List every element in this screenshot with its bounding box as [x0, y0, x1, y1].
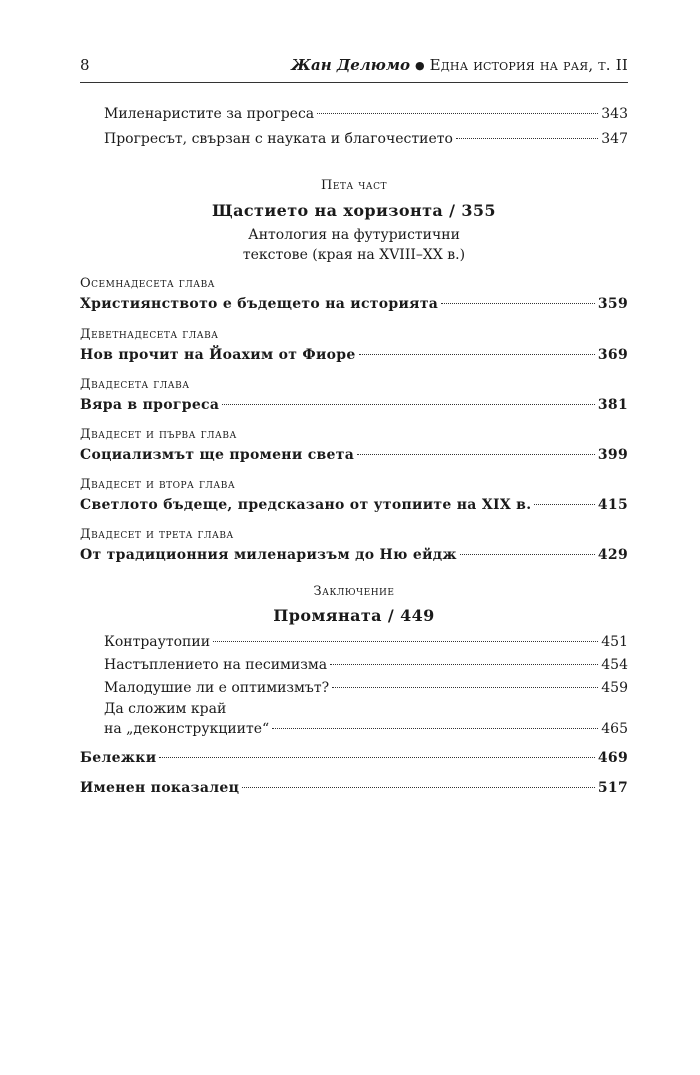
chapter-label: Двадесет и първа глава: [80, 427, 237, 442]
chapter-entry[interactable]: [80, 347, 628, 363]
chapter-entry[interactable]: [80, 296, 628, 312]
part-label: Пета част: [320, 178, 388, 193]
running-head-book-title: Една история на рая, т. II: [429, 56, 628, 74]
leader-dots: [213, 641, 598, 642]
chapter-entry[interactable]: [80, 447, 628, 463]
toc-entry[interactable]: [104, 634, 628, 650]
leader-dots: [441, 303, 595, 304]
leader-dots: [159, 757, 594, 758]
toc-entry-title: Настъплението на песимизма: [104, 657, 328, 673]
chapter-entry[interactable]: [80, 497, 628, 513]
leader-dots: [534, 504, 594, 505]
toc-entry-title-line1[interactable]: Да сложим край: [104, 701, 227, 717]
leader-dots: [242, 787, 595, 788]
toc-entry-page: 459: [601, 680, 628, 696]
chapter-title: Социализмът ще промени света: [80, 447, 355, 463]
chapter-page: 415: [597, 497, 628, 513]
leader-dots: [359, 354, 595, 355]
toc-entry[interactable]: [104, 131, 628, 147]
chapter-label: Осемнадесета глава: [80, 276, 216, 291]
toc-entry-title: Прогресът, свързан с науката и благочестието: [104, 131, 453, 147]
back-matter-page: 469: [597, 750, 628, 766]
back-matter-title: Именен показалец: [80, 780, 240, 796]
chapter-title: Християнството е бъдещето на историята: [80, 296, 439, 312]
chapter-page: 381: [597, 397, 628, 413]
conclusion-label: Заключение: [313, 584, 395, 599]
chapter-label: Двадесета глава: [80, 377, 190, 392]
part-subtitle-line2: текстове (края на XVIII–XX в.): [242, 247, 466, 263]
leader-dots: [222, 404, 595, 405]
chapter-page: 399: [597, 447, 628, 463]
leader-dots: [357, 454, 595, 455]
running-head-separator: ●: [415, 59, 425, 72]
toc-entry[interactable]: [104, 657, 628, 673]
back-matter-entry[interactable]: [80, 780, 628, 796]
toc-entry[interactable]: [104, 721, 628, 737]
chapter-title: Нов прочит на Йоахим от Фиоре: [80, 347, 356, 363]
chapter-label: Деветнадесета глава: [80, 327, 219, 342]
toc-entry-title: Малодушие ли е оптимизмът?: [104, 680, 330, 696]
toc-entry-title: на „деконструкциите“: [104, 721, 270, 737]
chapter-page: 369: [597, 347, 628, 363]
toc-entry[interactable]: [104, 106, 628, 122]
leader-dots: [332, 687, 598, 688]
toc-entry-page: 347: [601, 131, 628, 147]
leader-dots: [330, 664, 598, 665]
toc-entry-page: 451: [601, 634, 628, 650]
toc-entry[interactable]: [104, 680, 628, 696]
toc-entry-page: 465: [601, 721, 628, 737]
chapter-label: Двадесет и трета глава: [80, 527, 234, 542]
chapter-page: 359: [597, 296, 628, 312]
toc-page: [80, 0, 628, 1075]
toc-entry-page: 343: [601, 106, 628, 122]
page-number: 8: [80, 56, 90, 74]
leader-dots: [317, 113, 598, 114]
part-title[interactable]: Щастието на хоризонта / 355: [212, 201, 496, 220]
chapter-title: От традиционния миленаризъм до Ню ейдж: [80, 547, 457, 563]
back-matter-entry[interactable]: [80, 750, 628, 766]
toc-entry-title: Миленаристите за прогреса: [104, 106, 315, 122]
chapter-title: Вяра в прогреса: [80, 397, 220, 413]
part-subtitle-line1: Антология на футуристични: [248, 227, 460, 243]
back-matter-title: Бележки: [80, 750, 157, 766]
leader-dots: [460, 554, 595, 555]
leader-dots: [272, 728, 598, 729]
chapter-page: 429: [597, 547, 628, 563]
running-head: [80, 56, 628, 82]
chapter-entry[interactable]: [80, 547, 628, 563]
leader-dots: [456, 138, 598, 139]
chapter-label: Двадесет и втора глава: [80, 477, 236, 492]
toc-entry-title: Контраутопии: [104, 634, 211, 650]
toc-entry-page: 454: [601, 657, 628, 673]
back-matter-page: 517: [597, 780, 628, 796]
chapter-entry[interactable]: [80, 397, 628, 413]
header-rule: [80, 82, 628, 83]
conclusion-title[interactable]: Промяната / 449: [273, 606, 435, 625]
chapter-title: Светлото бъдеще, предсказано от утопиите на XIX в.: [80, 497, 532, 513]
running-head-author: Жан Делюмо: [291, 56, 411, 74]
